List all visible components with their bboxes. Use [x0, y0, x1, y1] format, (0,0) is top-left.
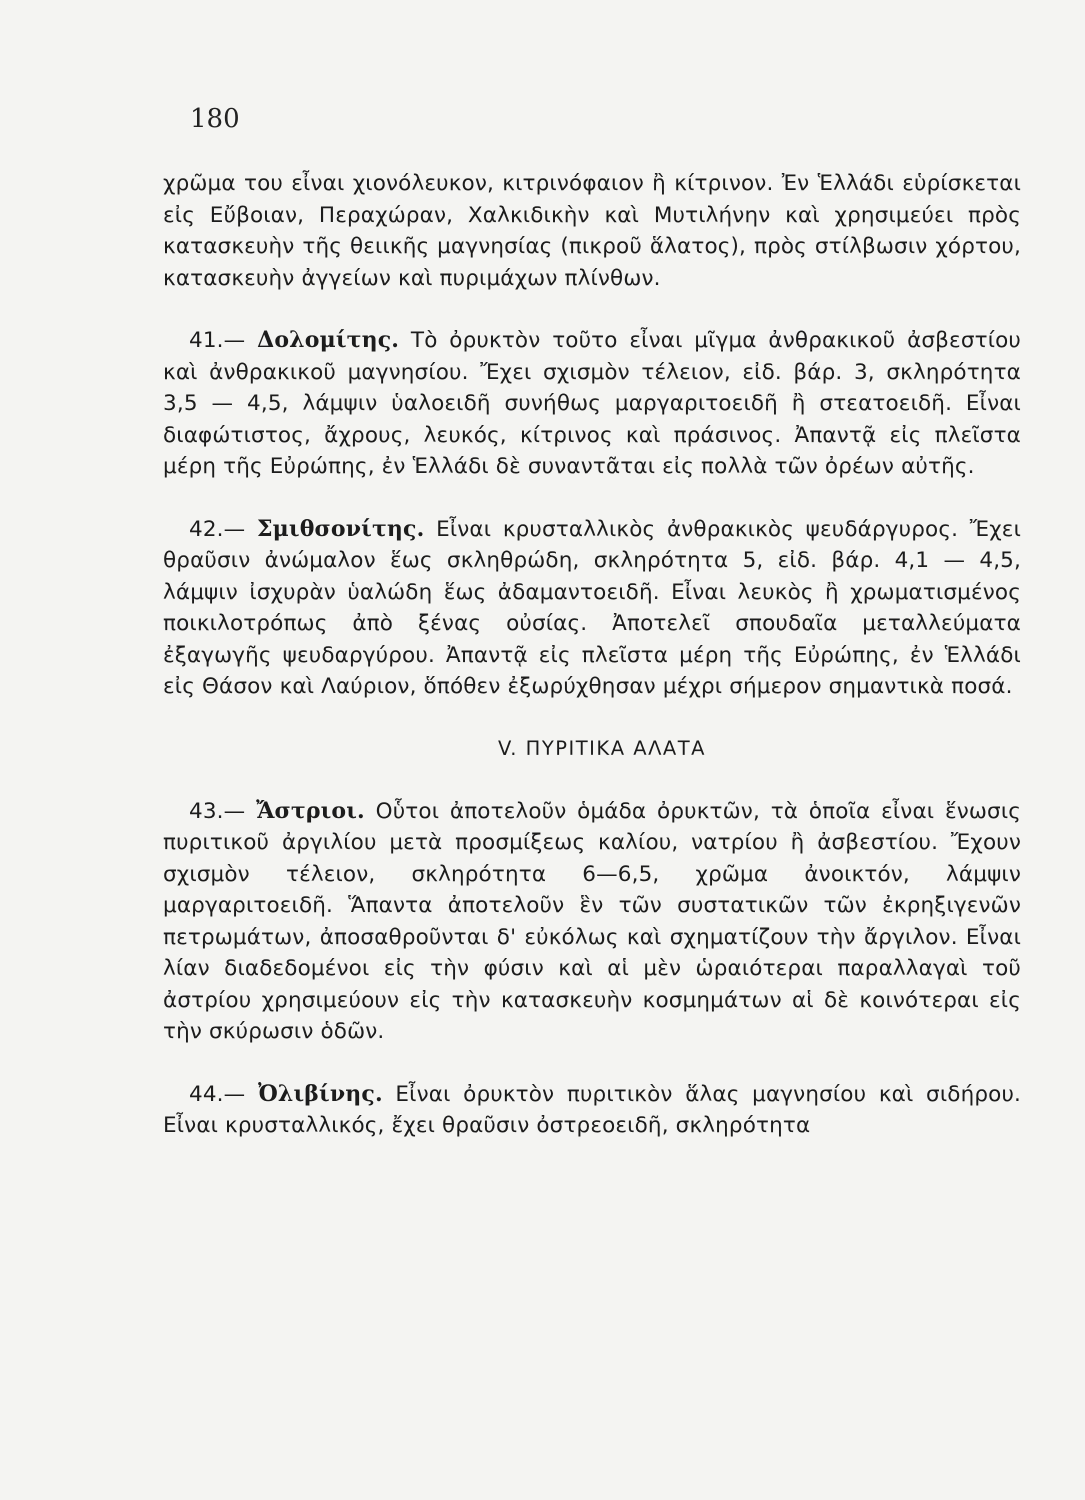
entry-43-feldspars	[163, 796, 1021, 1048]
paragraph-continuation: χρῶμα του εἶναι χιονόλευκον, κιτρινόφαιον ἢ κίτρινον. Ἐν Ἑλλάδι εὑρίσκεται εἰς Εὔβοιαν, Περαχώραν, Χαλκιδικὴν καὶ Μυτιλήνην καὶ χρησιμεύει πρὸς κατασκευὴν τῆς θειικῆς μαγνησίας (πικροῦ ἅλατος), πρὸς στίλβωσιν χόρτου, κατασκευὴν ἀγγείων καὶ πυριμάχων πλίνθων.	[163, 171, 1021, 291]
entry-term: Ὀλιβίνης.	[257, 1080, 383, 1107]
entry-number: 41.—	[189, 328, 246, 353]
entry-42-smithsonite	[163, 514, 1021, 703]
entry-term: Σμιθσονίτης.	[256, 515, 425, 542]
entry-text: Οὗτοι ἀποτελοῦν ὁμάδα ὀρυκτῶν, τὰ ὁποῖα εἶναι ἕνωσις πυριτικοῦ ἀργιλίου μετὰ προσμίξεως καλίου, νατρίου ἢ ἀσβεστίου. Ἔχουν σχισμὸν τέλειον, σκληρότητα 6—6,5, χρῶμα ἀνοικτόν, λάμψιν μαργαριτοειδῆ. Ἅπαντα ἀποτελοῦν ἓν τῶν συστατικῶν τῶν ἐκρηξιγενῶν πετρωμάτων, ἀποσαθροῦνται δ' εὐκόλως καὶ σχηματίζουν τὴν ἄργιλον. Εἶναι λίαν διαδεδομένοι εἰς τὴν φύσιν καὶ αἱ μὲν ὡραιότεραι παραλλαγαὶ τοῦ ἀστρίου χρησιμεύουν εἰς τὴν κατασκευὴν κοσμημάτων αἱ δὲ κοινότεραι εἰς τὴν σκύρωσιν ὁδῶν.	[163, 798, 1022, 1044]
entry-number: 43.—	[189, 798, 246, 824]
entry-text: Εἶναι ὀρυκτὸν πυριτικὸν ἅλας μαγνησίου καὶ σιδήρου. Εἶναι κρυσταλλικός, ἔχει θραῦσιν ὀστρεοειδῆ, σκληρότητα	[163, 1081, 1022, 1138]
entry-44-olivine	[163, 1079, 1021, 1142]
page-number: 180	[190, 104, 240, 134]
entry-term: Δολομίτης.	[257, 327, 400, 353]
entry-term: Ἄστριοι.	[256, 797, 365, 824]
entry-text: Εἶναι κρυσταλλικὸς ἀνθρακικὸς ψευδάργυρος. Ἔχει θραῦσιν ἀνώμαλον ἕως σκληθρώδη, σκληρότητα 5, εἰδ. βάρ. 4,1 — 4,5, λάμψιν ἰσχυρὰν ὑαλώδη ἕως ἀδαμαντοειδῆ. Εἶναι λευκὸς ἢ χρωματισμένος ποικιλοτρόπως ἀπὸ ξένας οὐσίας. Ἀποτελεῖ σπουδαῖα μεταλλεύματα ἐξαγωγῆς ψευδαργύρου. Ἀπαντᾷ εἰς πλεῖστα μέρη τῆς Εὐρώπης, ἐν Ἑλλάδι εἰς Θάσον καὶ Λαύριον, ὅπόθεν ἐξωρύχθησαν μέχρι σήμερον σημαντικὰ ποσά.	[163, 516, 1022, 699]
entry-text: Τὸ ὀρυκτὸν τοῦτο εἶναι μῖγμα ἀνθρακικοῦ ἀσβεστίου καὶ ἀνθρακικοῦ μαγνησίου. Ἔχει σχισμὸν τέλειον, εἰδ. βάρ. 3, σκληρότητα 3,5 — 4,5, λάμψιν ὑαλοειδῆ συνήθως μαργαριτοειδῆ ἢ στεατοειδῆ. Εἶναι διαφώτιστος, ἄχρους, λευκός, κίτρινος καὶ πράσινος. Ἀπαντᾷ εἰς πλεῖστα μέρη τῆς Εὐρώπης, ἐν Ἑλλάδι δὲ συναντᾶται εἰς πολλὰ τῶν ὀρέων αὐτῆς.	[163, 328, 1022, 479]
page-body	[163, 168, 1021, 1142]
entry-number: 42.—	[189, 516, 246, 542]
entry-number: 44.—	[189, 1081, 246, 1107]
entry-41-dolomite	[163, 325, 1021, 483]
section-heading: V. ΠΥΡΙΤΙΚΑ ΑΛΑΤΑ	[497, 736, 707, 760]
